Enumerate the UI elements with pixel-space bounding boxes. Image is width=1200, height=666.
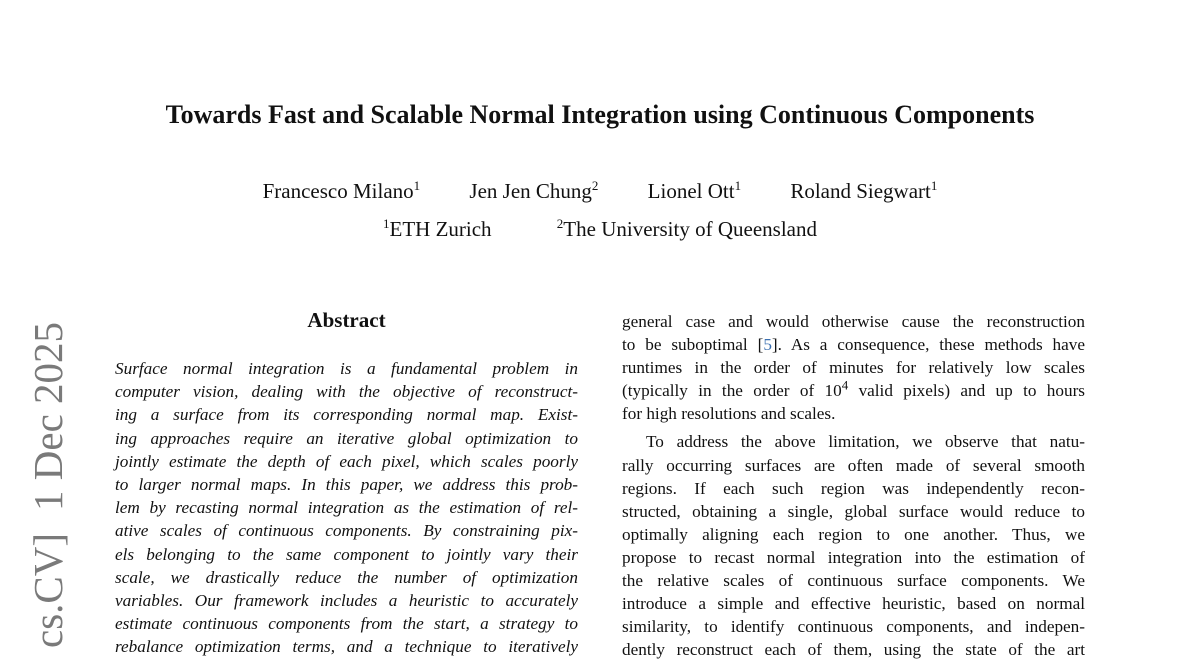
- citation-link[interactable]: 5: [763, 335, 772, 355]
- intro-column: [622, 310, 1085, 666]
- arxiv-stamp: [25, 321, 71, 648]
- abstract-line: rebalance optimization terms, and a technique to iteratively: [115, 637, 578, 657]
- author: [469, 178, 598, 204]
- affil-mark: 2: [556, 216, 564, 231]
- abstract-line: els belonging to the same component to jointly vary their: [115, 544, 578, 564]
- author: [263, 178, 421, 204]
- intro-line: for high resolutions and scales.: [622, 404, 836, 424]
- abstract-line: estimate continuous components from the start, a strategy to: [115, 614, 578, 634]
- intro-line: optimally aligning each region to one another. Thus, we: [622, 524, 1085, 544]
- intro-line: [622, 333, 1085, 356]
- affil-mark: 1: [383, 216, 390, 231]
- intro-line: runtimes in the order of minutes for relatively low scales: [622, 358, 1085, 378]
- affil-name: ETH Zurich: [389, 217, 492, 241]
- affiliation: [557, 216, 817, 242]
- abstract-line: computer vision, dealing with the objective of reconstruct-: [115, 382, 578, 402]
- arxiv-category: cs.CV]: [25, 532, 71, 648]
- author-name: Jen Jen Chung: [469, 179, 592, 203]
- author-affil-mark: 1: [413, 178, 421, 193]
- author-name: Francesco Milano: [262, 179, 414, 203]
- intro-text: (typically in the order of 10: [622, 381, 842, 401]
- abstract-line: ing approaches require an iterative global optimization to: [115, 428, 578, 448]
- abstract-line: lem by recasting normal integration as the estimation of rel-: [115, 498, 578, 518]
- author: [790, 178, 937, 204]
- author: [648, 178, 741, 204]
- intro-paragraph: [622, 310, 1085, 425]
- intro-line: [622, 379, 1085, 402]
- intro-line: propose to recast normal integration into the estimation of: [622, 547, 1085, 567]
- intro-line: similarity, to identify continuous components, and indepen-: [622, 617, 1085, 637]
- abstract-body: [115, 357, 578, 659]
- intro-line: rally occurring surfaces are often made of several smooth: [622, 455, 1085, 475]
- intro-line: dently reconstruct each of them, using the state of the art: [622, 640, 1085, 660]
- abstract-heading: Abstract: [307, 308, 386, 332]
- intro-text: ]. As a consequence, these methods have: [771, 335, 1086, 355]
- abstract-line: variables. Our framework includes a heuristic to accurately: [115, 591, 578, 611]
- intro-line: the relative scales of continuous surface components. We: [622, 571, 1085, 591]
- author-affil-mark: 2: [591, 178, 599, 193]
- abstract-line: ative scales of continuous components. By constraining pix-: [115, 521, 578, 541]
- affil-name: The University of Queensland: [563, 217, 817, 241]
- abstract-line: ing a surface from its corresponding normal map. Exist-: [115, 405, 578, 425]
- affiliation: [383, 216, 492, 242]
- intro-line: regions. If each such region was independently recon-: [622, 478, 1085, 498]
- intro-text: valid pixels) and up to hours: [848, 381, 1085, 401]
- author-affil-mark: 1: [930, 178, 938, 193]
- intro-text: to be suboptimal [: [622, 335, 764, 355]
- abstract-line: Surface normal integration is a fundamental problem in: [115, 359, 578, 378]
- intro-line: general case and would otherwise cause the reconstruction: [622, 312, 1085, 331]
- author-name: Roland Siegwart: [790, 179, 931, 203]
- affiliation-list: [0, 216, 1200, 242]
- intro-line: structed, obtaining a single, global surface would reduce to: [622, 501, 1085, 521]
- abstract-line: to larger normal maps. In this paper, we address this prob-: [115, 475, 578, 495]
- abstract-line: scale, we drastically reduce the number of optimization: [115, 567, 578, 587]
- abstract-line: jointly estimate the depth of each pixel, which scales poorly: [115, 451, 578, 471]
- author-list: [0, 178, 1200, 204]
- paper-title: Towards Fast and Scalable Normal Integration using Continuous Components: [165, 100, 1035, 129]
- intro-line: introduce a simple and effective heuristic, based on normal: [622, 594, 1085, 614]
- intro-line: To address the above limitation, we observe that natu-: [646, 432, 1085, 452]
- exponent: 4: [841, 377, 849, 393]
- author-affil-mark: 1: [734, 178, 742, 193]
- author-name: Lionel Ott: [647, 179, 735, 203]
- intro-paragraph: [622, 430, 1085, 661]
- arxiv-date: 1 Dec 2025: [25, 321, 71, 511]
